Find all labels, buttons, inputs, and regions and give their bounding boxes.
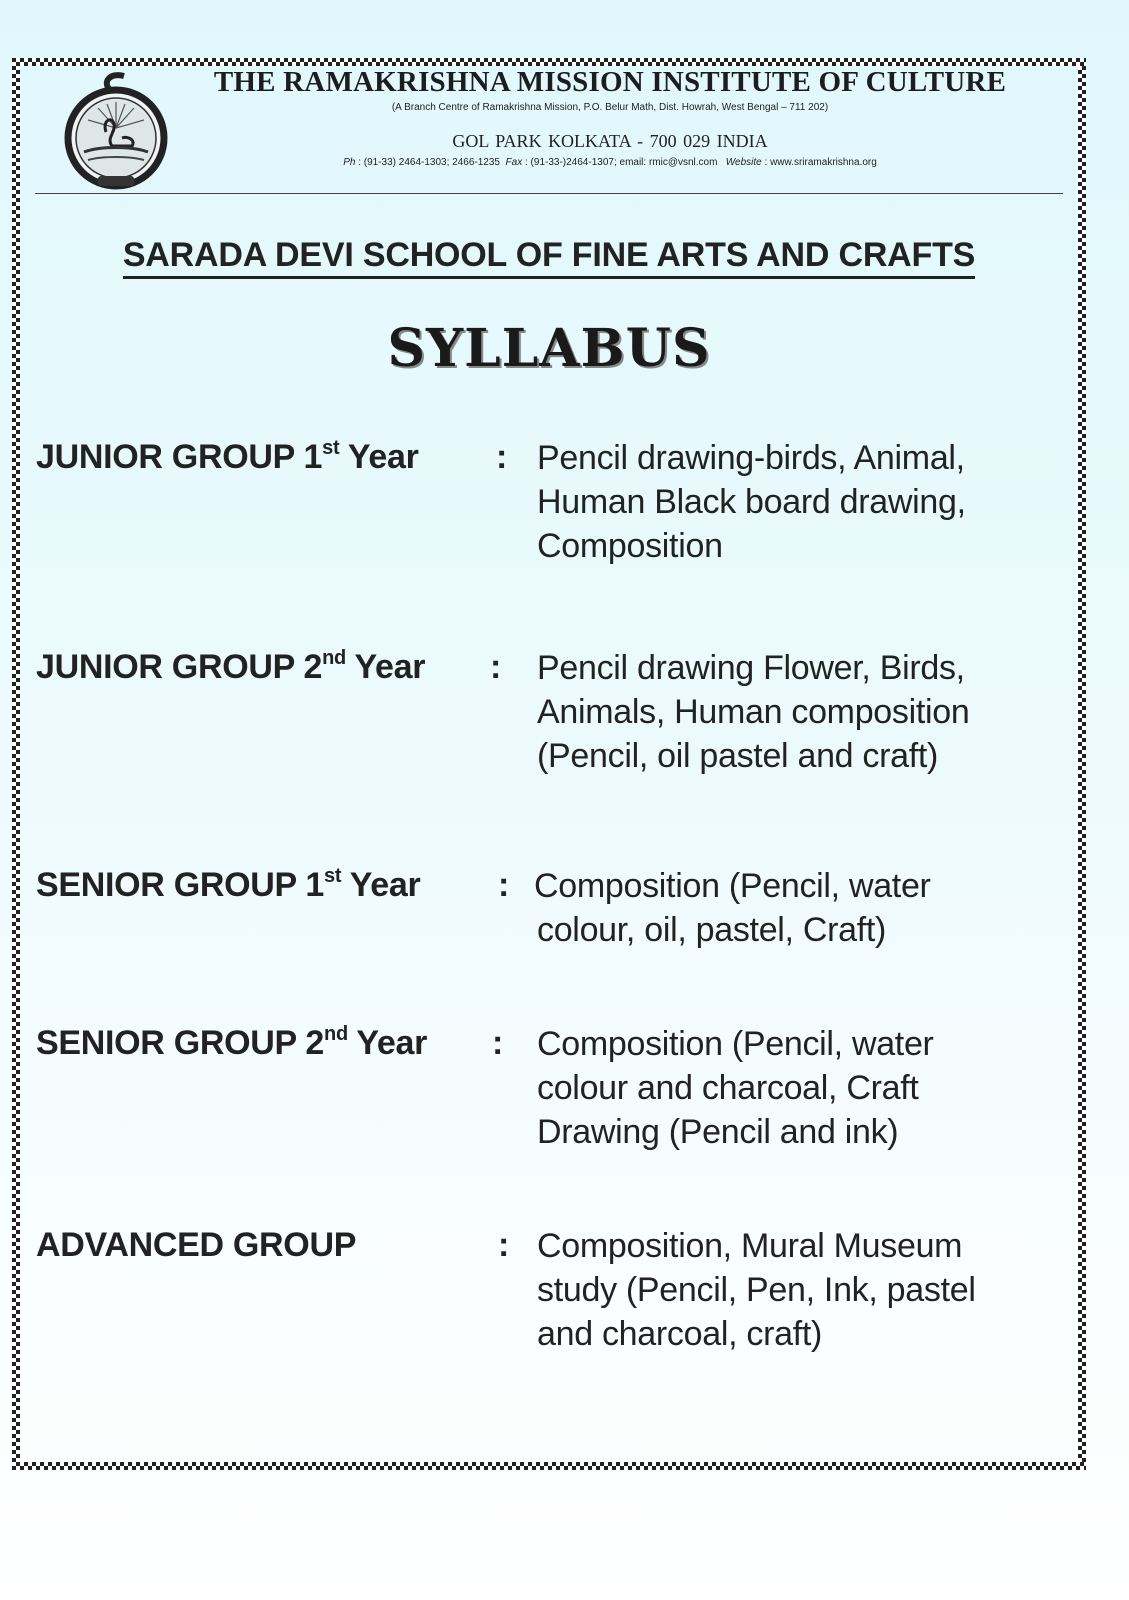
group-name: ADVANCED GROUP <box>36 1226 357 1264</box>
group-separator: : <box>496 438 508 476</box>
group-ordinal: st <box>324 865 342 887</box>
website-label: Website <box>725 157 762 168</box>
description-line: Composition <box>537 527 723 565</box>
group-description-advanced <box>537 1224 1057 1356</box>
school-title-text: SARADA DEVI SCHOOL OF FINE ARTS AND CRAFTS <box>123 237 975 279</box>
group-label-junior-1 <box>36 438 419 477</box>
description-line: Composition (Pencil, water <box>537 1025 934 1063</box>
group-separator: : <box>498 1226 510 1264</box>
fax-email: : (91-33-)2464-1307; email: rmic@vsnl.com <box>525 157 718 168</box>
description-line: colour and charcoal, Craft <box>537 1069 919 1107</box>
group-suffix: Year <box>339 438 419 476</box>
phone-numbers: : (91-33) 2464-1303; 2466-1235 <box>358 157 500 168</box>
group-description-junior-2 <box>537 646 1057 778</box>
description-line: Drawing (Pencil and ink) <box>537 1113 899 1151</box>
group-name: SENIOR GROUP 2 <box>36 1024 325 1062</box>
group-name: SENIOR GROUP 1 <box>36 866 325 904</box>
description-line: Pencil drawing Flower, Birds, <box>537 649 965 687</box>
group-label-junior-2 <box>36 648 425 687</box>
description-line: colour, oil, pastel, Craft) <box>537 911 887 949</box>
institute-name: THE RAMAKRISHNA MISSION INSTITUTE OF CULTURE <box>213 66 1007 98</box>
phone-label: Ph <box>343 157 356 168</box>
description-line: study (Pencil, Pen, Ink, pastel <box>537 1271 976 1309</box>
group-ordinal: nd <box>324 1023 348 1045</box>
institute-branch-note: (A Branch Centre of Ramakrishna Mission, P.O. Belur Math, Dist. Howrah, West Bengal – 711 202) <box>391 102 829 113</box>
group-description-junior-1 <box>537 436 1057 568</box>
group-description-senior-1 <box>534 864 1054 952</box>
group-ordinal: st <box>322 437 340 459</box>
document-title: SYLLABUS <box>387 318 711 379</box>
group-suffix: Year <box>345 648 426 686</box>
description-line: Human Black board drawing, <box>537 483 966 521</box>
description-line: Pencil drawing-birds, Animal, <box>537 439 965 477</box>
group-name: JUNIOR GROUP 1 <box>36 438 323 476</box>
group-separator: : <box>498 866 510 904</box>
group-ordinal: nd <box>322 647 346 669</box>
emblem-swan-sun-serpent-icon <box>62 72 170 192</box>
website-url: : www.sriramakrishna.org <box>764 157 877 168</box>
description-line: Composition (Pencil, water <box>534 867 931 905</box>
fax-label: Fax <box>505 157 523 168</box>
group-label-advanced <box>36 1226 356 1265</box>
group-suffix: Year <box>347 1024 428 1062</box>
description-line: Animals, Human composition <box>537 693 970 731</box>
group-description-senior-2 <box>537 1022 1057 1154</box>
description-line: Composition, Mural Museum <box>537 1227 963 1265</box>
group-separator: : <box>490 648 502 686</box>
group-label-senior-2 <box>36 1024 427 1063</box>
institute-address: GOL PARK KOLKATA - 700 029 INDIA <box>452 131 768 151</box>
school-title <box>0 236 1098 279</box>
institute-contact <box>180 157 1040 168</box>
group-name: JUNIOR GROUP 2 <box>36 648 323 686</box>
group-label-senior-1 <box>36 866 420 905</box>
description-line: (Pencil, oil pastel and craft) <box>537 737 939 775</box>
description-line: and charcoal, craft) <box>537 1315 823 1353</box>
group-suffix: Year <box>341 866 421 904</box>
group-separator: : <box>492 1024 504 1062</box>
header-divider <box>35 193 1063 194</box>
